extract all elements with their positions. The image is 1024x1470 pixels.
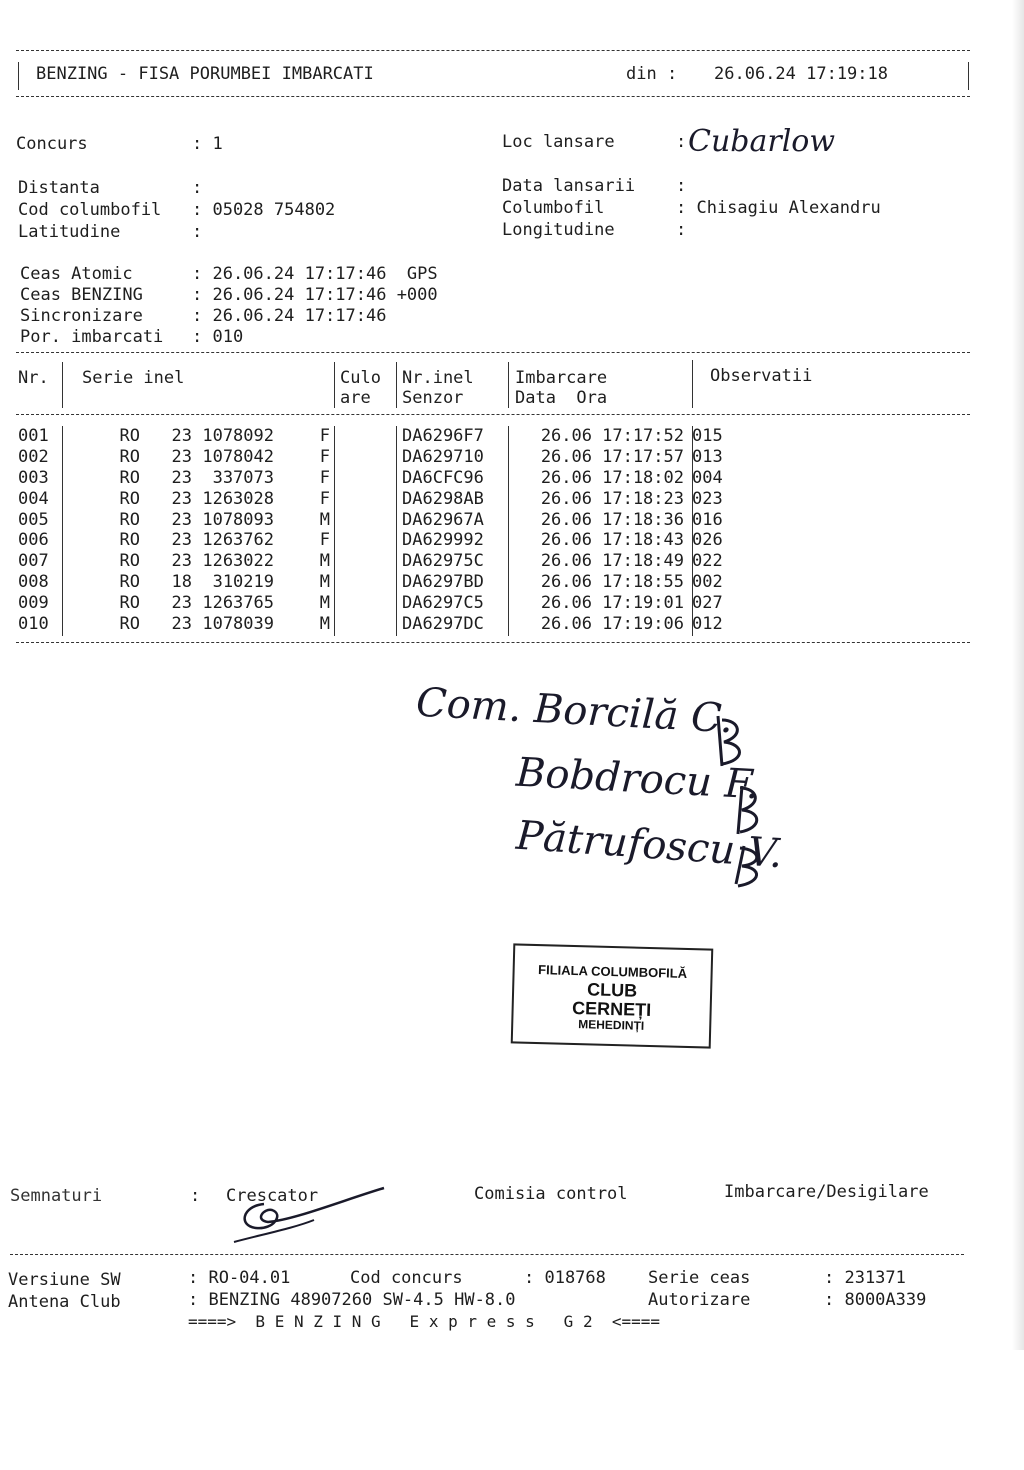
cell-sex: M (319, 592, 330, 613)
ceas-benzing-value: : 26.06.24 17:17:46 +000 (192, 285, 438, 305)
loc-lansare-label: Loc lansare (502, 132, 615, 152)
semnaturi-label: Semnaturi (10, 1186, 103, 1206)
cell-culoare (330, 509, 402, 530)
cell-country: RO (119, 426, 140, 447)
col-inel-header-1: Nr.inel (402, 368, 474, 388)
versiune-sw-label: Versiune SW (8, 1270, 121, 1290)
col-culoare-header-2: are (340, 388, 371, 408)
col-observatii-header: Observatii (710, 366, 813, 386)
cell-ring: 1078042 (202, 447, 274, 468)
ceas-benzing-label: Ceas BENZING (20, 285, 143, 305)
cell-ring: 1078092 (202, 426, 274, 447)
antena-club-label: Antena Club (8, 1292, 121, 1312)
cell-ring: 1263762 (202, 530, 274, 551)
imbarcare-desigilare-label: Imbarcare/Desigilare (724, 1182, 929, 1202)
cell-sensor: DA6CFC96 (402, 467, 484, 488)
cell-nr: 002 (18, 447, 49, 468)
serie-ceas-value: : 231371 (824, 1268, 906, 1288)
cell-time: 17:18:36 (602, 509, 684, 530)
cell-nr: 006 (18, 530, 49, 551)
table-row (16, 613, 752, 634)
stamp-line-3: CERNEȚI (571, 997, 652, 1021)
cell-nr: 009 (18, 592, 49, 613)
cell-ring: 1263765 (202, 592, 274, 613)
latitudine-value: : (192, 222, 203, 242)
cell-sensor: DA629992 (402, 530, 484, 551)
table-row (16, 530, 752, 551)
distanta-value: : (192, 178, 203, 198)
cell-sex: M (319, 551, 330, 572)
versiune-sw-value: : RO-04.01 (188, 1268, 291, 1288)
cell-obs: 027 (692, 592, 723, 613)
cell-nr: 001 (18, 426, 49, 447)
cell-date: 26.06 (540, 530, 592, 551)
cell-sex: F (319, 447, 330, 468)
cell-date: 26.06 (540, 467, 592, 488)
cell-yr: 23 (171, 551, 192, 572)
distanta-label: Distanta (18, 178, 100, 198)
columbofil-label: Columbofil (502, 198, 605, 218)
autorizare-value: : 8000A339 (824, 1290, 927, 1310)
cod-columbofil-label: Cod columbofil (18, 200, 162, 220)
cell-sensor: DA62975C (402, 551, 484, 572)
columbofil-value: : Chisagiu Alexandru (676, 198, 881, 218)
cell-country: RO (119, 571, 140, 592)
table-row (16, 592, 752, 613)
por-imbarcati-label: Por. imbarcati (20, 327, 164, 347)
page-edge-shadow (1012, 0, 1024, 1350)
latitudine-label: Latitudine (18, 222, 121, 242)
cell-yr: 23 (171, 426, 192, 447)
cell-country: RO (119, 551, 140, 572)
table-row (16, 447, 752, 468)
handwritten-commission-line-2: Bobdrocu F. (514, 749, 761, 809)
cell-culoare (330, 426, 402, 447)
cell-sex: M (319, 613, 330, 634)
club-stamp (511, 943, 714, 1048)
cell-sensor: DA6297C5 (402, 592, 484, 613)
cell-culoare (330, 488, 402, 509)
cell-obs: 015 (692, 426, 723, 447)
col-sep-4-head (508, 362, 509, 408)
header-left-bar (18, 62, 19, 90)
cell-date: 26.06 (540, 509, 592, 530)
cell-nr: 007 (18, 551, 49, 572)
table-row (16, 551, 752, 572)
col-sep-3-head (396, 362, 397, 408)
antena-club-value: : BENZING 48907260 SW-4.5 HW-8.0 (188, 1290, 516, 1310)
longitudine-label: Longitudine (502, 220, 615, 240)
cod-concurs-label: Cod concurs (350, 1268, 463, 1288)
table-top-rule (16, 352, 970, 353)
semnaturi-colon: : (190, 1186, 201, 1206)
cell-country: RO (119, 488, 140, 509)
cell-time: 17:17:57 (602, 447, 684, 468)
stamp-line-2: CLUB (586, 979, 638, 1001)
cell-ring: 310219 (212, 571, 274, 592)
handwritten-signature-marks (700, 706, 780, 896)
cell-obs: 012 (692, 613, 723, 634)
comisia-control-label: Comisia control (474, 1184, 628, 1204)
col-sep-5-head (692, 360, 693, 408)
cell-sensor: DA6296F7 (402, 426, 484, 447)
cell-date: 26.06 (540, 551, 592, 572)
cell-culoare (330, 468, 402, 489)
cell-sex: M (319, 509, 330, 530)
autorizare-label: Autorizare (648, 1290, 751, 1310)
cell-time: 17:17:52 (602, 426, 684, 447)
loc-lansare-handwritten: Cubarlow (688, 124, 836, 159)
cell-yr: 23 (171, 592, 192, 613)
cell-obs: 026 (692, 530, 723, 551)
cell-yr: 18 (171, 571, 192, 592)
cell-nr: 004 (18, 488, 49, 509)
cell-ring: 1263028 (202, 488, 274, 509)
cell-obs: 004 (692, 467, 723, 488)
cell-country: RO (119, 467, 140, 488)
cell-time: 17:18:23 (602, 488, 684, 509)
cell-time: 17:19:01 (602, 592, 684, 613)
cell-yr: 23 (171, 509, 192, 530)
handwritten-commission-line-1: Com. Borcilă C. (415, 679, 735, 743)
cell-obs: 013 (692, 447, 723, 468)
col-serie-header: Serie inel (82, 368, 185, 388)
table-row (16, 572, 752, 593)
cell-ring: 1078093 (202, 509, 274, 530)
longitudine-value: : (676, 220, 687, 240)
cell-sensor: DA6298AB (402, 488, 484, 509)
cell-obs: 002 (692, 571, 723, 592)
concurs-value: : 1 (192, 134, 223, 154)
cell-date: 26.06 (540, 592, 592, 613)
cell-country: RO (119, 509, 140, 530)
cell-sex: M (319, 571, 330, 592)
cell-sex: F (319, 488, 330, 509)
cell-yr: 23 (171, 613, 192, 634)
benzing-express-banner: ====> B E N Z I N G E x p r e s s G 2 <==== (188, 1312, 661, 1331)
cell-culoare (330, 613, 402, 634)
crescator-signature (224, 1184, 394, 1248)
cell-obs: 022 (692, 551, 723, 572)
cell-yr: 23 (171, 530, 192, 551)
cell-country: RO (119, 613, 140, 634)
por-imbarcati-value: : 010 (192, 327, 244, 347)
cell-time: 17:18:55 (602, 571, 684, 592)
header-date-value: 26.06.24 17:19:18 (714, 64, 888, 84)
cell-nr: 003 (18, 467, 49, 488)
header-right-bar (968, 62, 969, 90)
cell-ring: 1078039 (202, 613, 274, 634)
cell-sex: F (319, 530, 330, 551)
cell-ring: 1263022 (202, 551, 274, 572)
cell-date: 26.06 (540, 426, 592, 447)
sincronizare-value: : 26.06.24 17:17:46 (192, 306, 387, 326)
concurs-label: Concurs (16, 134, 88, 154)
sincronizare-label: Sincronizare (20, 306, 143, 326)
cell-obs: 016 (692, 509, 723, 530)
col-sep-1-head (62, 362, 63, 408)
cod-concurs-value: : 018768 (524, 1268, 606, 1288)
cell-yr: 23 (171, 447, 192, 468)
cell-nr: 005 (18, 509, 49, 530)
cell-culoare (330, 530, 402, 551)
table-row (16, 488, 752, 509)
cell-culoare (330, 551, 402, 572)
cell-sensor: DA6297BD (402, 571, 484, 592)
cell-date: 26.06 (540, 488, 592, 509)
cell-time: 17:18:02 (602, 467, 684, 488)
cell-time: 17:18:43 (602, 530, 684, 551)
cod-columbofil-value: : 05028 754802 (192, 200, 336, 220)
serie-ceas-label: Serie ceas (648, 1268, 751, 1288)
footer-top-rule (10, 1254, 964, 1255)
table-row (16, 468, 752, 489)
data-lansarii-label: Data lansarii (502, 176, 636, 196)
cell-culoare (330, 572, 402, 593)
cell-date: 26.06 (540, 447, 592, 468)
crescator-label: Crescator (226, 1186, 319, 1206)
cell-sex: F (319, 426, 330, 447)
cell-culoare (330, 447, 402, 468)
cell-yr: 23 (171, 488, 192, 509)
cell-date: 26.06 (540, 613, 592, 634)
cell-sex: F (319, 467, 330, 488)
cell-country: RO (119, 447, 140, 468)
col-inel-header-2: Senzor (402, 388, 464, 408)
cell-nr: 010 (18, 613, 49, 634)
stamp-line-1: FILIALA COLUMBOFILĂ (537, 962, 688, 981)
header-bottom-rule (16, 96, 970, 97)
document-title: BENZING - FISA PORUMBEI IMBARCATI (36, 64, 374, 84)
cell-country: RO (119, 592, 140, 613)
handwritten-commission-line-3: Pătrufoscu V. (514, 812, 784, 878)
col-culoare-header-1: Culo (340, 368, 381, 388)
cell-date: 26.06 (540, 571, 592, 592)
table-row (16, 426, 752, 447)
col-nr-header: Nr. (18, 368, 49, 388)
cell-time: 17:18:49 (602, 551, 684, 572)
col-sep-2-head (334, 362, 335, 408)
pigeon-table (16, 426, 752, 634)
col-imbarcare-header-1: Imbarcare (515, 368, 608, 388)
cell-time: 17:19:06 (602, 613, 684, 634)
data-lansarii-value: : (676, 176, 687, 196)
cell-sensor: DA62967A (402, 509, 484, 530)
cell-obs: 023 (692, 488, 723, 509)
cell-yr: 23 (171, 467, 192, 488)
stamp-line-4: MEHEDINȚI (578, 1017, 645, 1033)
table-row (16, 509, 752, 530)
ceas-atomic-value: : 26.06.24 17:17:46 GPS (192, 264, 438, 284)
header-date-label: din : (626, 64, 678, 84)
header-top-rule (16, 50, 970, 51)
cell-nr: 008 (18, 571, 49, 592)
col-imbarcare-header-2: Data Ora (515, 388, 608, 408)
cell-sensor: DA629710 (402, 447, 484, 468)
table-bottom-rule (16, 642, 970, 643)
table-header-rule (16, 414, 970, 415)
ceas-atomic-label: Ceas Atomic (20, 264, 133, 284)
cell-ring: 337073 (212, 467, 274, 488)
cell-sensor: DA6297DC (402, 613, 484, 634)
cell-culoare (330, 592, 402, 613)
cell-country: RO (119, 530, 140, 551)
loc-lansare-colon: : (676, 132, 687, 152)
